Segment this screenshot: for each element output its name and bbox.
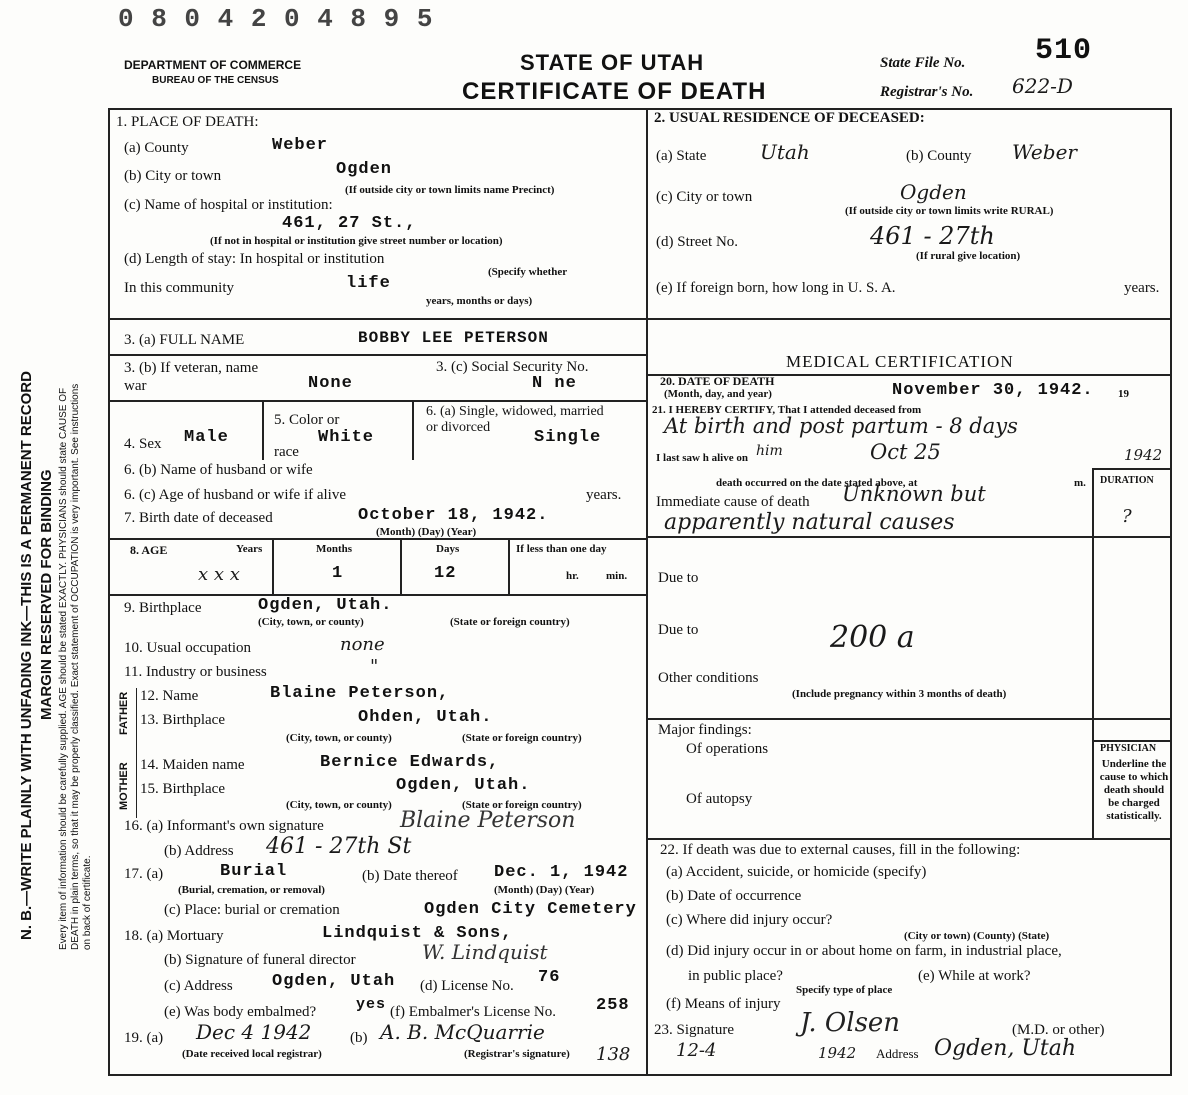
external-a: (a) Accident, suicide, or homicide (specify)	[666, 864, 927, 880]
place-ymd-note: years, months or days)	[426, 295, 533, 307]
last-saw-label: I last saw h alive on	[656, 452, 748, 464]
marital-value: Single	[534, 428, 602, 447]
place-community-value: life	[346, 274, 391, 293]
embalmer-license-value: 258	[596, 996, 630, 1015]
spouse-years-label: years.	[586, 487, 622, 503]
major-findings-label: Major findings:	[658, 722, 752, 738]
birthplace-state-note: (State or foreign country)	[450, 616, 570, 628]
received-label: 19. (a)	[124, 1030, 164, 1046]
death-date-label: 20. DATE OF DEATH	[660, 374, 775, 388]
residence-street-note: (If rural give location)	[916, 250, 1021, 262]
margin-instructions-2: DEATH in plain terms, so that it may be properly classified. Exact statement of OCCUPATION is very important. See instructions	[70, 383, 81, 950]
industry-value: "	[370, 656, 379, 677]
residence-county-label: (b) County	[906, 148, 972, 164]
death-date-19: 19	[1118, 388, 1129, 400]
age-months-value: 1	[332, 564, 344, 583]
age-min-label: min.	[606, 570, 628, 582]
birthplace-loc-note: (City, town, or county)	[258, 616, 364, 628]
age-days-label: Days	[436, 543, 460, 555]
place-city-value: Ogden	[336, 160, 393, 179]
bureau-label: BUREAU OF THE CENSUS	[152, 75, 279, 86]
place-city-note: (If outside city or town limits name Precinct)	[345, 184, 555, 196]
physician-note: Underline the cause to which death should be charged statistically.	[1099, 758, 1169, 822]
burial-date-label: (b) Date thereof	[362, 868, 458, 884]
residence-foreign-label: (e) If foreign born, how long in U. S. A.	[656, 280, 896, 296]
birthplace-value: Ogden, Utah.	[258, 596, 393, 615]
burial-place-label: (c) Place: burial or cremation	[164, 902, 340, 918]
license-label: (d) License No.	[420, 978, 514, 994]
burial-date-note: (Month) (Day) (Year)	[494, 884, 595, 896]
funeral-director-label: (b) Signature of funeral director	[164, 952, 356, 968]
signature-year: 1942	[818, 1044, 857, 1062]
place-hospital-value: 461, 27 St.,	[282, 214, 417, 233]
duration-heading: DURATION	[1100, 475, 1154, 486]
director-address-label: (c) Address	[164, 978, 233, 994]
place-specify-note: (Specify whether	[488, 266, 568, 278]
residence-street-value: 461 - 27th	[870, 222, 995, 250]
state-file-number: 510	[1035, 34, 1093, 68]
margin-instructions-1: Every item of information should be carefully supplied. AGE should be stated EXACTLY. PHYSICIANS should state CAUSE OF	[58, 387, 69, 950]
immediate-cause-line1: Unknown but	[842, 482, 986, 506]
last-saw-pronoun: him	[756, 443, 783, 459]
residence-years-label: years.	[1124, 280, 1160, 296]
margin-instructions-3: on back of certificate.	[82, 855, 93, 950]
death-occurred-label: death occurred on the date stated above, at	[716, 477, 918, 489]
other-conditions-label: Other conditions	[658, 670, 759, 686]
residence-heading: 2. USUAL RESIDENCE OF DECEASED:	[654, 110, 925, 126]
funeral-director-signature: W. Lindquist	[422, 940, 548, 964]
registrar-sig-label: (b)	[350, 1030, 368, 1046]
director-address-value: Ogden, Utah	[272, 972, 396, 991]
signature-address: Ogden, Utah	[934, 1036, 1077, 1061]
registrar-sig-number: 138	[596, 1044, 631, 1065]
spouse-age-label: 6. (c) Age of husband or wife if alive	[124, 487, 347, 503]
occupation-value: none	[340, 634, 385, 655]
informant-address: 461 - 27th St	[266, 834, 412, 859]
external-d: (d) Did injury occur in or about home on farm, in industrial place,	[666, 943, 1062, 959]
certificate-title: CERTIFICATE OF DEATH	[462, 78, 767, 105]
father-birthplace-value: Ohden, Utah.	[358, 708, 493, 727]
residence-city-label: (c) City or town	[656, 189, 753, 205]
place-heading: 1. PLACE OF DEATH:	[116, 114, 259, 130]
color-value: White	[318, 428, 375, 447]
physician-heading: PHYSICIAN	[1100, 743, 1157, 754]
age-label: 8. AGE	[130, 543, 168, 557]
informant-signature-label: 16. (a) Informant's own signature	[124, 818, 324, 834]
autopsy-label: Of autopsy	[686, 791, 753, 807]
father-loc-note: (City, town, or county)	[286, 732, 392, 744]
place-county-label: (a) County	[124, 140, 189, 156]
signature-date: 12-4	[676, 1040, 717, 1061]
external-e: (e) While at work?	[918, 968, 1031, 984]
burial-date-value: Dec. 1, 1942	[494, 863, 629, 882]
burial-note: (Burial, cremation, or removal)	[178, 884, 325, 896]
place-community-label: In this community	[124, 280, 234, 296]
registrar-number: 622-D	[1012, 74, 1073, 98]
mother-tag: MOTHER	[118, 762, 130, 810]
veteran-value: None	[308, 374, 353, 393]
margin-notice: N. B.—WRITE PLAINLY WITH UNFADING INK—THIS IS A PERMANENT RECORD	[18, 371, 35, 940]
license-value: 76	[538, 968, 561, 987]
mother-loc-note: (City, town, or county)	[286, 799, 392, 811]
death-date-value: November 30, 1942.	[892, 381, 1094, 400]
department-label: DEPARTMENT OF COMMERCE	[124, 58, 302, 72]
age-years-label: Years	[236, 543, 263, 555]
immediate-cause-line2: apparently natural causes	[664, 510, 955, 535]
sex-label: 4. Sex	[124, 436, 162, 452]
age-years-value: x x x	[198, 564, 240, 585]
external-c-note: (City or town) (County) (State)	[904, 930, 1050, 942]
father-name-label: 12. Name	[140, 688, 199, 704]
occupation-label: 10. Usual occupation	[124, 640, 252, 656]
residence-street-label: (d) Street No.	[656, 234, 739, 250]
birth-date-label: 7. Birth date of deceased	[124, 510, 273, 526]
informant-address-label: (b) Address	[164, 843, 234, 859]
residence-county-value: Weber	[1012, 140, 1077, 164]
state-heading: STATE OF UTAH	[520, 50, 705, 75]
signature-address-label: Address	[876, 1046, 919, 1061]
place-county-value: Weber	[272, 136, 329, 155]
place-hospital-label: (c) Name of hospital or institution:	[124, 197, 333, 213]
state-file-label: State File No.	[880, 55, 966, 71]
color-label: 5. Color or race	[274, 412, 340, 460]
received-note: (Date received local registrar)	[182, 1048, 322, 1060]
age-days-value: 12	[434, 564, 457, 583]
embalmer-license-label: (f) Embalmer's License No.	[390, 1004, 556, 1020]
attended-period: At birth and post partum - 8 days	[664, 414, 1018, 438]
birthplace-label: 9. Birthplace	[124, 600, 202, 616]
residence-city-value: Ogden	[900, 180, 967, 204]
mother-birthplace-label: 15. Birthplace	[140, 781, 225, 797]
external-heading: 22. If death was due to external causes, fill in the following:	[660, 842, 1021, 858]
burial-label: 17. (a)	[124, 866, 164, 882]
age-lt-day-label: If less than one day	[516, 543, 607, 555]
residence-state-value: Utah	[760, 140, 810, 164]
burial-value: Burial	[220, 862, 288, 881]
cause-code: 200 a	[830, 620, 915, 655]
place-hospital-note: (If not in hospital or institution give street number or location)	[210, 235, 503, 247]
received-date: Dec 4 1942	[196, 1020, 312, 1044]
registrar-signature: A. B. McQuarrie	[380, 1020, 545, 1044]
medical-heading: MEDICAL CERTIFICATION	[786, 352, 1014, 371]
signature-label: 23. Signature	[654, 1022, 734, 1038]
mortuary-value: Lindquist & Sons,	[322, 924, 513, 943]
parent-bracket	[136, 688, 137, 818]
external-f: (f) Means of injury	[666, 996, 781, 1012]
registrar-number-label: Registrar's No.	[880, 84, 974, 100]
burial-place-value: Ogden City Cemetery	[424, 900, 637, 919]
mortuary-label: 18. (a) Mortuary	[124, 928, 224, 944]
birth-date-value: October 18, 1942.	[358, 506, 549, 525]
due-to-1: Due to	[658, 570, 699, 586]
embalmed-label: (e) Was body embalmed?	[164, 1004, 317, 1020]
place-city-label: (b) City or town	[124, 168, 222, 184]
last-saw-year: 1942	[1124, 446, 1163, 464]
serial-number: 0 8 0 4 2 0 4 8 9 5	[118, 4, 434, 34]
father-state-note: (State or foreign country)	[462, 732, 582, 744]
death-date-sublabel: (Month, day, and year)	[664, 388, 772, 400]
industry-label: 11. Industry or business	[124, 664, 267, 680]
external-specify-note: Specify type of place	[796, 984, 893, 996]
immediate-cause-label: Immediate cause of death	[656, 494, 810, 510]
other-conditions-note: (Include pregnancy within 3 months of death)	[792, 688, 1007, 700]
spouse-name-label: 6. (b) Name of husband or wife	[124, 462, 313, 478]
md-label: (M.D. or other)	[1012, 1022, 1105, 1038]
birth-date-note: (Month) (Day) (Year)	[376, 526, 477, 538]
duration-mark: ?	[1122, 506, 1132, 527]
external-b: (b) Date of occurrence	[666, 888, 802, 904]
marital-label: 6. (a) Single, widowed, married or divorced	[426, 404, 604, 435]
age-months-label: Months	[316, 543, 353, 555]
residence-state-label: (a) State	[656, 148, 707, 164]
full-name-value: BOBBY LEE PETERSON	[358, 329, 549, 347]
father-tag: FATHER	[118, 691, 130, 735]
operations-label: Of operations	[686, 741, 769, 757]
external-d2: in public place?	[688, 968, 783, 984]
mother-birthplace-value: Ogden, Utah.	[396, 776, 531, 795]
physician-signature: J. Olsen	[800, 1008, 901, 1038]
informant-signature: Blaine Peterson	[400, 808, 576, 833]
death-occurred-m: m.	[1074, 477, 1086, 489]
ssn-value: N ne	[532, 374, 577, 393]
mother-name-value: Bernice Edwards,	[320, 753, 500, 772]
father-name-value: Blaine Peterson,	[270, 684, 450, 703]
place-stay-label: (d) Length of stay: In hospital or institution	[124, 251, 385, 267]
registrar-sig-note: (Registrar's signature)	[464, 1048, 570, 1060]
full-name-label: 3. (a) FULL NAME	[124, 332, 245, 348]
certify-statement: 21. I HEREBY CERTIFY, That I attended deceased from	[652, 404, 922, 416]
due-to-2: Due to	[658, 622, 699, 638]
mother-state-note: (State or foreign country)	[462, 799, 582, 811]
margin-binding: MARGIN RESERVED FOR BINDING	[38, 469, 55, 720]
sex-value: Male	[184, 428, 229, 447]
veteran-label: 3. (b) If veteran, name war	[124, 360, 259, 394]
mother-name-label: 14. Maiden name	[140, 757, 245, 773]
father-birthplace-label: 13. Birthplace	[140, 712, 225, 728]
last-saw-date: Oct 25	[870, 440, 941, 464]
external-c: (c) Where did injury occur?	[666, 912, 833, 928]
embalmed-value: yes	[356, 996, 387, 1013]
ssn-label: 3. (c) Social Security No.	[436, 359, 589, 375]
age-hr-label: hr.	[566, 570, 579, 582]
residence-city-note: (If outside city or town limits write RURAL)	[845, 205, 1054, 217]
